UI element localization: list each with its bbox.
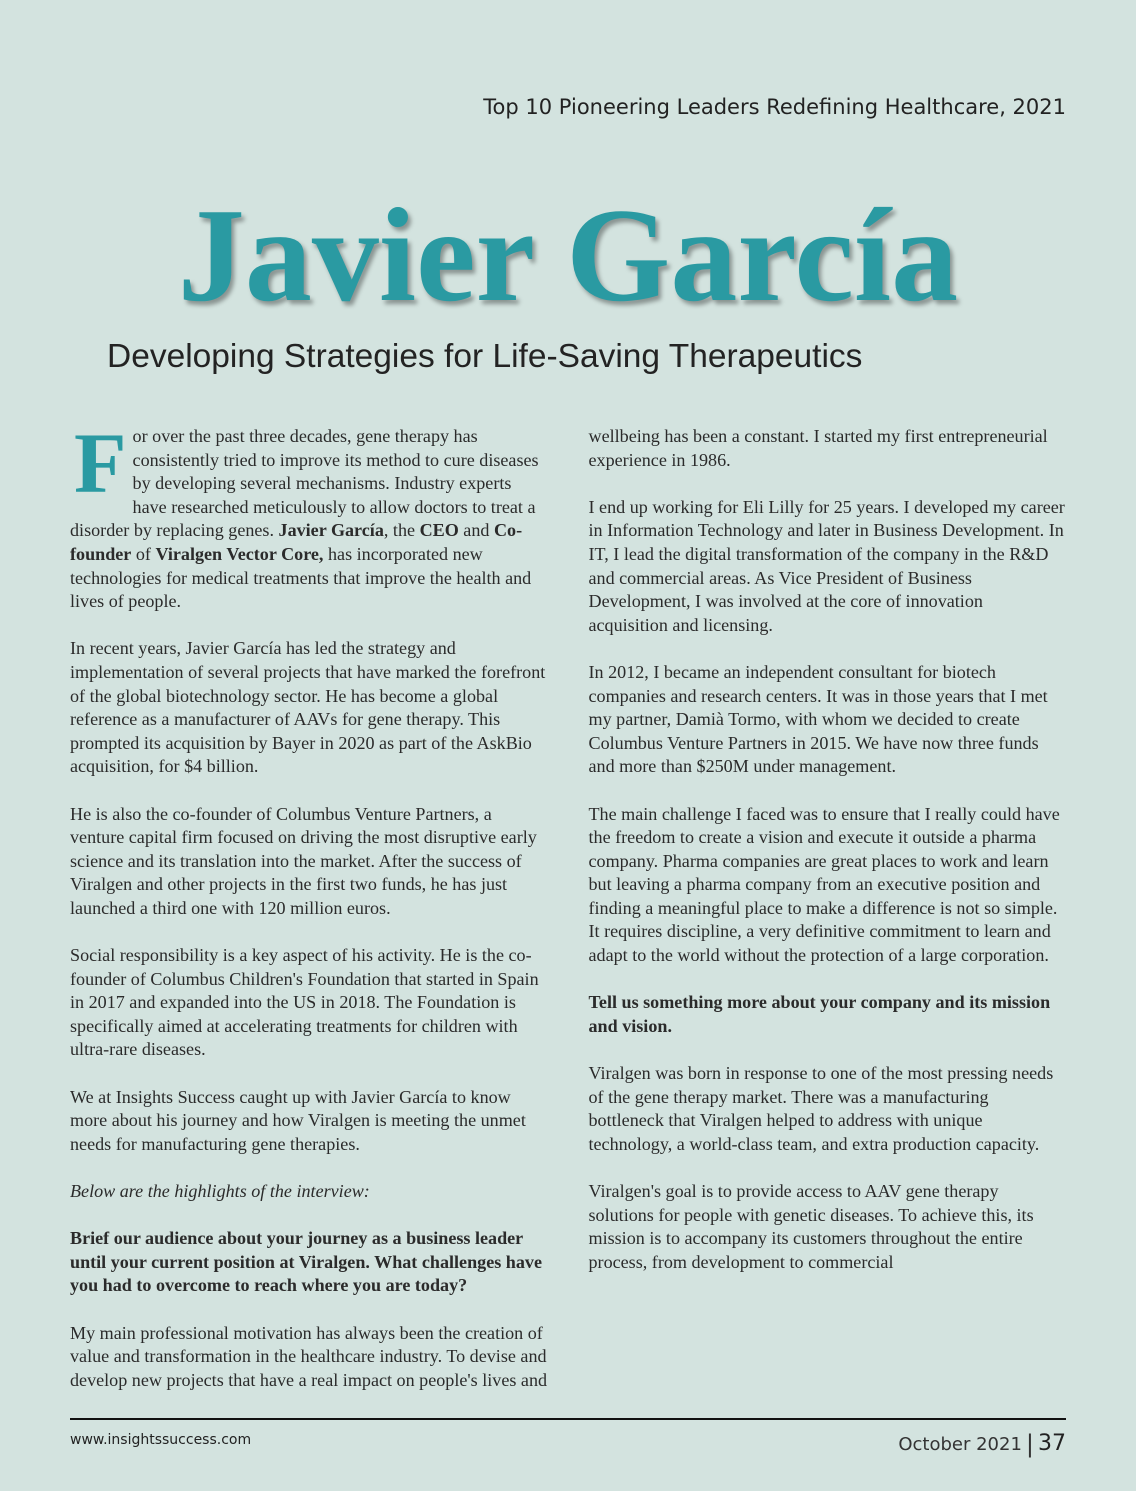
answer-paragraph: Viralgen's goal is to provide access to AAV gene therapy solutions for people with genetic diseases. To achieve this, its mission is to accompany its customers throughout the entire process, from development to commercial bbox=[588, 1181, 1034, 1272]
intro-paragraph: For over the past three decades, gene therapy has consistently tried to improve its method to cure diseases by developing several mechanisms. Industry experts have researched meticulously to allow doctors to treat a disorder by replacing genes. Javier García, the CEO and Co-founder of Viralgen Vector Core, has incorporated new technologies for medical treatments that improve the health and lives of people. bbox=[70, 415, 539, 612]
footer-date-page bbox=[898, 1430, 1066, 1458]
footer-url: www.insightssuccess.com bbox=[70, 1432, 252, 1448]
body-paragraph: Social responsibility is a key aspect of his activity. He is the co-founder of Columbus Children's Foundation that started in Spain in 2017 and expanded into the US in 2018. The Foundation is specifically aimed at accelerating treatments for children with ultra-rare diseases. bbox=[70, 945, 539, 1060]
footer-divider bbox=[70, 1418, 1066, 1420]
body-paragraph: He is also the co-founder of Columbus Venture Partners, a venture capital firm focused on driving the most disruptive early science and its translation into the market. After the success of Viralgen and other projects in the first two funds, he has just launched a third one with 120 million euros. bbox=[70, 803, 537, 918]
series-title: Top 10 Pioneering Leaders Redefining Healthcare, 2021 bbox=[483, 95, 1066, 119]
highlights-label: Below are the highlights of the interview: bbox=[70, 1181, 370, 1201]
footer-separator: | bbox=[1025, 1430, 1034, 1458]
interview-question: Tell us something more about your company and its mission and vision. bbox=[588, 992, 1051, 1036]
body-paragraph: In recent years, Javier García has led the strategy and implementation of several projects that have marked the forefront of the global biotechnology sector. He has become a global reference as a manufacturer of AAVs for gene therapy. This prompted its acquisition by Bayer in 2020 as part of the AskBio acquisition, for $4 billion. bbox=[70, 638, 546, 777]
article-body bbox=[70, 415, 1066, 1400]
issue-date: October 2021 bbox=[898, 1434, 1022, 1455]
answer-paragraph: Viralgen was born in response to one of the most pressing needs of the gene therapy market. There was a manufacturing bottleneck that Viralgen helped to address with unique technology, a world-class team, and extra production capacity. bbox=[588, 1063, 1054, 1154]
page-number: 37 bbox=[1038, 1431, 1066, 1456]
answer-paragraph: My main professional motivation has always been the creation of value and transformation in the healthcare industry. To devise and develop new projects that have a real impact on people's lives and wellbeing has been a constant. I started my first entrepreneurial experience in 1986. bbox=[70, 426, 1048, 1390]
answer-paragraph: The main challenge I faced was to ensure that I really could have the freedom to create a vision and execute it outside a pharma company. Pharma companies are great places to work and learn but leaving a pharma company from an executive position and finding a meaningful place to make a difference is not so simple. It requires discipline, a very definitive commitment to learn and adapt to the world without the protection of a large corporation. bbox=[588, 803, 1060, 966]
interview-question: Brief our audience about your journey as a business leader until your current position at Viralgen. What challenges have you had to overcome to reach where you are today? bbox=[70, 1228, 542, 1296]
answer-paragraph: In 2012, I became an independent consultant for biotech companies and research centers. It was in those years that I met my partner, Damià Tormo, with whom we decided to create Columbus Venture Partners in 2015. We have now three funds and more than $250M under management. bbox=[588, 661, 1048, 777]
body-paragraph: We at Insights Success caught up with Javier García to know more about his journey and how Viralgen is meeting the unmet needs for manufacturing gene therapies. bbox=[70, 1086, 526, 1154]
answer-paragraph: I end up working for Eli Lilly for 25 years. I developed my career in Information Technology and later in Business Development. In IT, I lead the digital transformation of the company in the R&D and commercial areas. As Vice President of Business Development, I was involved at the core of innovation acquisition and licensing. bbox=[588, 496, 1065, 635]
article-subtitle: Developing Strategies for Life-Saving Therapeutics bbox=[107, 338, 863, 375]
article-title-name: Javier García bbox=[177, 181, 959, 329]
drop-cap: F bbox=[74, 415, 127, 511]
